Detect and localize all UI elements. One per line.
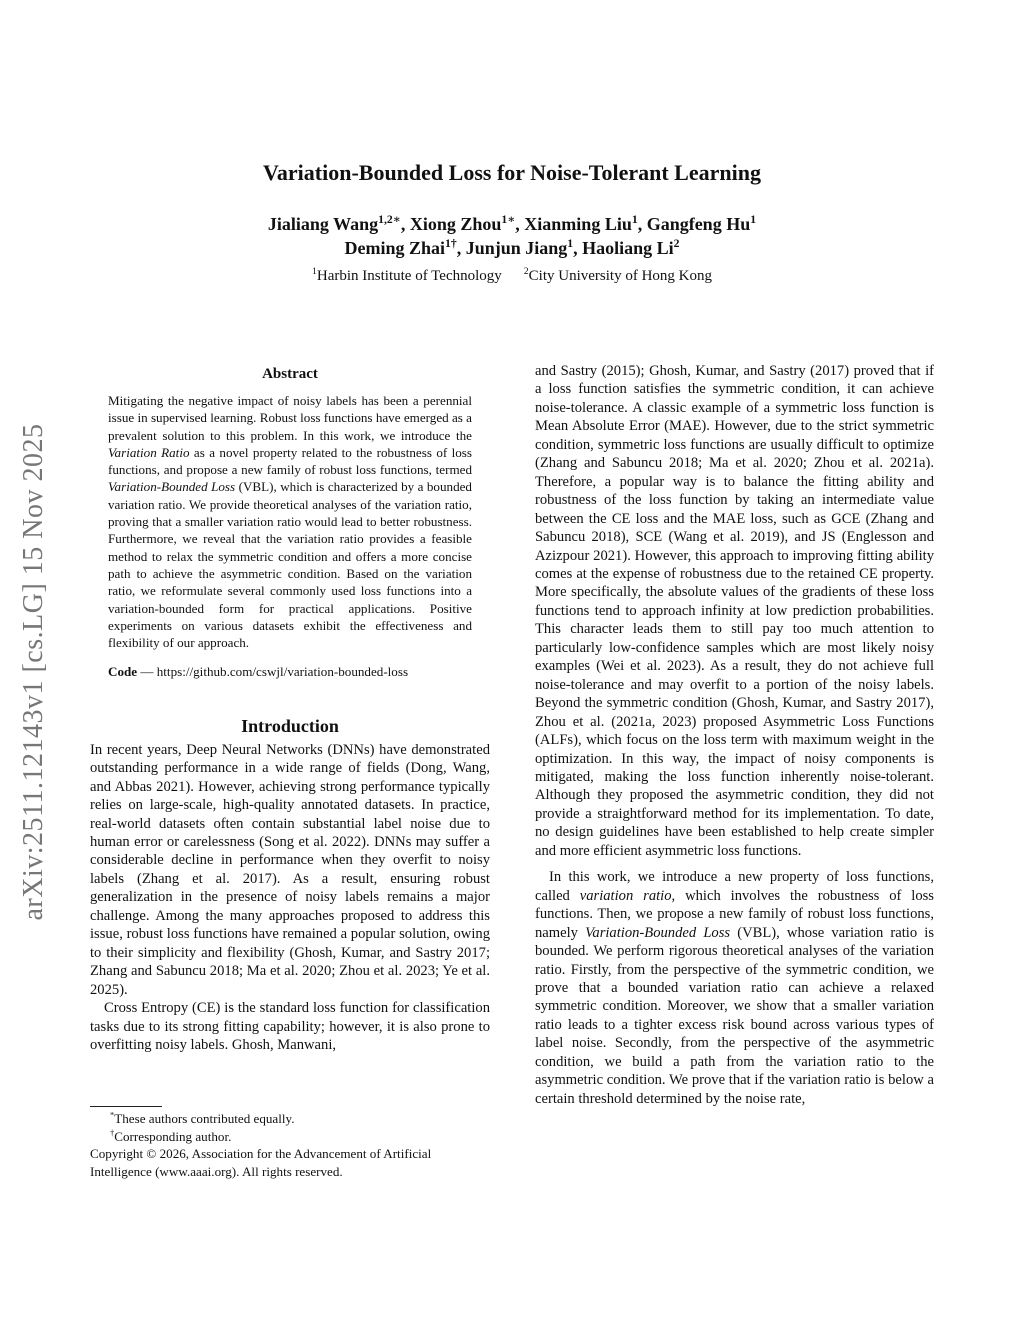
footnotes [90,1106,490,1180]
author-affil-mark: 2 [673,237,680,250]
author-line-1: Jialiang Wang$^{1,2∗}$, Xiong Zhou$^{1∗}$, Xianming Liu$^1$, Gangfeng Hu$^1$ [267,213,757,234]
author-line-2: Deming Zhai$^{1\dagger}$, Junjun Jiang$^1$, Haoliang Li$^2$ [344,237,680,258]
affiliation-mark: 2 [523,266,529,277]
author: Haoliang Li [582,238,674,258]
code-separator: — [137,664,157,680]
author-affil-mark: 1∗ [501,213,516,226]
code-url[interactable]: https://github.com/cswjl/variation-bounded-loss [156,664,409,680]
text-run: (VBL), whose variation ratio is bounded. We perform rigorous theoretical analyses of the variation ratio. Firstly, from the perspective of the symmetric condition, we prove that a bounded variation ratio can achieve a relaxed symmetric condition. Moreover, we show that a smaller variation ratio leads to a tighter excess risk bound across various types of label noise. Secondly, from the perspective of the asymmetric condition, we build a path from the variation ratio to the asymmetric condition. We prove that if the variation ratio is below a certain threshold determined by the noise rate, [535,924,935,1107]
copyright-notice: Copyright © 2026, Association for the Advancement of Artificial Intelligence (www.aaai.org). All rights reserved. [90,1146,432,1179]
italic-term: Variation Ratio [108,444,190,460]
text-run: , which involves the robustness of loss functions. Then, we propose a new family of robust loss functions, namely [535,887,934,941]
italic-term: Variation-Bounded Loss [108,479,236,495]
text-run: In this work, we introduce a new property of loss functions, called [535,869,934,904]
code-label: Code [108,664,138,680]
author-affil-mark: 1 [750,213,757,226]
affiliations [0,268,1024,285]
author-affil-mark: 1,2∗ [378,213,401,226]
paper-title: Variation-Bounded Loss for Noise-Tolerant Learning [263,160,761,185]
footnote-text: Corresponding author. [114,1128,232,1144]
footnote-rule [90,1106,162,1107]
text-run: Mitigating the negative impact of noisy labels has been a perennial issue in supervised learning. Robust loss functions have emerged as a prevalent solution to this problem. In this work, we introduce the [108,393,472,443]
footnote-equal-contribution [90,1110,490,1128]
text-run: (VBL), which is characterized by a bounded variation ratio. We provide theoretical analyses of the variation ratio, proving that a smaller variation ratio would lead to better robustness. Furthermore, we reveal that the variation ratio provides a feasible method to relax the symmetric condition and offers a more concise path to achieve the asymmetric condition. Based on the variation ratio, we reformulate several commonly used loss functions into a variation-bounded form for practical applications. Positive experiments on various datasets exhibit the effectiveness and flexibility of our approach. [108,479,472,651]
author: Jialiang Wang [267,214,379,234]
affiliation-mark: 1 [312,266,317,277]
affiliation: City University of Hong Kong [528,268,712,284]
footnote-mark: † [110,1127,115,1138]
author: Xianming Liu [524,214,632,234]
author: Gangfeng Hu [646,214,751,234]
intro-paragraph-1: In recent years, Deep Neural Networks (DNNs) have demonstrated outstanding performance in a wide range of fields (Dong, Wang, and Abbas 2021). However, achieving strong performance typically relies on large-scale, high-quality annotated datasets. In practice, real-world datasets often contain substantial label noise due to human error or carelessness (Song et al. 2022). DNNs may suffer a considerable decline in performance when they overfit to noisy labels (Zhang et al. 2017). As a result, ensuring robust generalization in the presence of noisy labels remains a major challenge. Among the many approaches proposed to address this issue, robust loss functions have remained a popular solution, owing to their simplicity and flexibility (Ghosh, Kumar, and Sastry 2017; Zhang and Sabuncu 2018; Ma et al. 2020; Zhou et al. 2023; Ye et al. 2025). [90,741,490,998]
italic-term: variation ratio [579,887,672,904]
author-affil-mark: 1 [631,213,638,226]
author: Junjun Jiang [465,238,568,258]
author: Deming Zhai [344,238,446,258]
right-paragraph-2 [535,868,934,1108]
left-column [90,364,490,1054]
footnote-corresponding-author [90,1128,490,1146]
author-list [0,212,1024,260]
abstract-heading: Abstract [262,366,318,382]
abstract-text [108,392,472,651]
author: Xiong Zhou [409,214,502,234]
right-paragraph-1: and Sastry (2015); Ghosh, Kumar, and Sastry (2017) proved that if a loss function satisfies the symmetric condition, it can achieve noise-tolerance. A classic example of a symmetric loss function is Mean Absolute Error (MAE). However, due to the strict symmetric condition, symmetric loss functions are usually difficult to optimize (Zhang and Sabuncu 2018; Ma et al. 2020; Zhou et al. 2021a). Therefore, a popular way is to balance the fitting ability and robustness of the loss function by taking an intermediate value between the CE loss and the MAE loss, such as GCE (Zhang and Sabuncu 2018), SCE (Wang et al. 2019), and JS (Englesson and Azizpour 2021). However, this approach to improving fitting ability comes at the expense of robustness due to the retained CE property. More specifically, the absolute values of the gradients of these loss functions tend to approach infinity at low prediction probabilities. This character leads them to still pay too much attention to particularly low-confidence samples which are most likely noisy examples (Wei et al. 2023). As a result, they do not achieve full noise-tolerance and may overfit to a portion of the noisy labels. Beyond the symmetric condition (Ghosh, Kumar, and Sastry 2017), Zhou et al. (2021a, 2023) proposed Asymmetric Loss Functions (ALFs), which focus on the loss term with maximum weight in the optimization. In this way, the impact of noisy components is mitigated, making the loss function inherently noise-tolerant. Although they proposed the asymmetric condition, they did not provide a straightforward method for its implementation. To date, no design guidelines have been established to help create simpler and more efficient asymmetric loss functions. [535,363,934,859]
text-run: as a novel property related to the robustness of loss functions, and propose a new family of robust loss functions, termed [108,444,472,478]
author-affil-mark: 1† [445,237,457,250]
arxiv-identifier: arXiv:2511.12143v1 [cs.LG] 15 Nov 2025 [18,423,49,921]
italic-term: Variation-Bounded Loss [585,924,731,941]
affiliation: Harbin Institute of Technology [316,268,502,284]
introduction-heading: Introduction [241,715,339,736]
intro-paragraph-2: Cross Entropy (CE) is the standard loss function for classification tasks due to its strong fitting capability; however, it is also prone to overfitting noisy labels. Ghosh, Manwani, [90,1000,490,1053]
footnote-mark: * [110,1109,115,1120]
right-column [535,362,934,1108]
footnote-text: These authors contributed equally. [114,1111,295,1126]
author-affil-mark: 1 [567,237,574,250]
code-link-line [108,663,472,680]
